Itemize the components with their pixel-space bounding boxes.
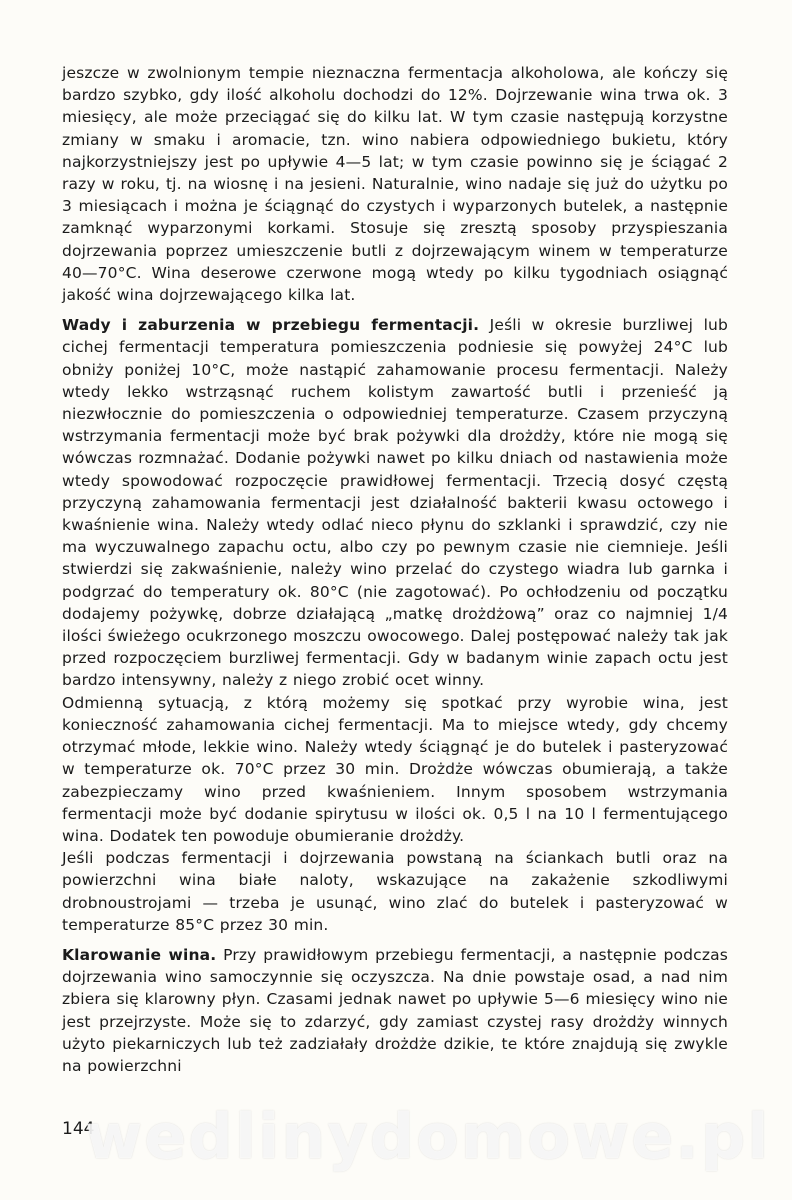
section-klarowanie-wina xyxy=(62,944,728,1077)
paragraph-zahamowanie xyxy=(62,692,728,847)
paragraph-text: Przy prawidłowym przebiegu fermentacji, a następnie podczas dojrzewania wino samoczynnie się oczyszcza. Na dnie powstaje osad, a nad nim zbiera się klarowny płyn. Czasami jednak nawet po upływie 5—6 miesięcy wino nie jest przejrzyste. Może się to zdarzyć, gdy zamiast czystej rasy drożdży winnych użyto piekarniczych lub też zadziałały drożdże dzikie, te które znajdują się zwykle na powierzchni xyxy=(62,945,728,1075)
paragraph-text: jeszcze w zwolnionym tempie nieznaczna fermentacja alkoholowa, ale kończy się bardzo szybko, gdy ilość alkoholu dochodzi do 12%. Dojrzewanie wina trwa ok. 3 miesięcy, ale może przeciągać się do kilku lat. W tym czasie następują korzystne zmiany w smaku i aromacie, tzn. wino nabiera odpowiedniego bukietu, który najkorzystniejszy jest po upływie 4—5 lat; w tym czasie powinno się je ściągać 2 razy w roku, tj. na wiosnę i na jesieni. Naturalnie, wino nadaje się już do użytku po 3 miesiącach i można je ściągnąć do czystych i wyparzonych butelek, a następnie zamknąć wyparzonymi korkami. Stosuje się zresztą sposoby przyspieszania dojrzewania poprzez umieszczenie butli z dojrzewającym winem w temperaturze 40—70°C. Wina deserowe czerwone mogą wtedy po kilku tygodniach osiągnąć jakość wina dojrzewającego kilka lat. xyxy=(62,64,728,305)
paragraph-text: Jeśli w okresie burzliwej lub cichej fermentacji temperatura pomieszczenia podniesie się powyżej 24°C lub obniży poniżej 10°C, może nastąpić zahamowanie procesu fermentacji. Należy wtedy lekko wstrząsnąć ruchem kolistym zawartość butli i przenieść ją niezwłocznie do pomieszczenia o odpowiedniej temperaturze. Czasem przyczyną wstrzymania fermentacji może być brak pożywki dla drożdży, które nie mogą się wówczas rozmnażać. Dodanie pożywki nawet po kilku dniach od nastawienia może wtedy spowodować rozpoczęcie prawidłowej fermentacji. Trzecią dosyć częstą przyczyną zahamowania fermentacji jest działalność bakterii kwasu octowego i kwaśnienie wina. Należy wtedy odlać nieco płynu do szklanki i sprawdzić, czy nie ma wyczuwalnego zapachu octu, albo czy po pewnym czasie nie ciemnieje. Jeśli stwierdzi się zakwaśnienie, należy wino przelać do czystego wiadra lub garnka i podgrzać do temperatury ok. 80°C (nie zagotować). Po ochłodzeniu od początku dodajemy pożywkę, dobrze działającą „matkę drożdżową” oraz co najmniej 1/4 ilości świeżego ocukrzonego moszczu owocowego. Dalej postępować należy tak jak przed rozpoczęciem burzliwej fermentacji. Gdy w badanym winie zapach octu jest bardzo intensywny, należy z niego zrobić ocet winny. xyxy=(62,316,728,690)
paragraph-text: Odmienną sytuacją, z którą możemy się spotkać przy wyrobie wina, jest konieczność zahamowania cichej fermentacji. Ma to miejsce wtedy, gdy chcemy otrzymać młode, lekkie wino. Należy wtedy ściągnąć je do butelek i pasteryzować w temperaturze ok. 70°C przez 30 min. Drożdże wówczas obumierają, a także zabezpieczamy wino przed kwaśnieniem. Innym sposobem wstrzymania fermentacji może być dodanie spirytusu w ilości ok. 0,5 l na 10 l fermentującego wina. Dodatek ten powoduje obumieranie drożdży. xyxy=(62,693,728,845)
section-wady-i-zaburzenia xyxy=(62,314,728,691)
paragraph-naloty xyxy=(62,847,728,936)
paragraph-dojrzewanie xyxy=(62,62,728,306)
section-heading-wady: Wady i zaburzenia w przebiegu fermentacji. xyxy=(62,316,480,335)
paragraph-text: Jeśli podczas fermentacji i dojrzewania powstaną na ściankach butli oraz na powierzchni wina białe naloty, wskazujące na zakażenie szkodliwymi drobnoustrojami — trzeba je usunąć, wino zlać do butelek i pasteryzować w temperaturze 85°C przez 30 min. xyxy=(62,849,728,934)
section-heading-klarowanie: Klarowanie wina. xyxy=(62,945,217,964)
watermark: wedlinydomowe.pl xyxy=(85,1100,771,1173)
page-number: 144 xyxy=(62,1119,95,1139)
page-body xyxy=(62,62,728,1077)
